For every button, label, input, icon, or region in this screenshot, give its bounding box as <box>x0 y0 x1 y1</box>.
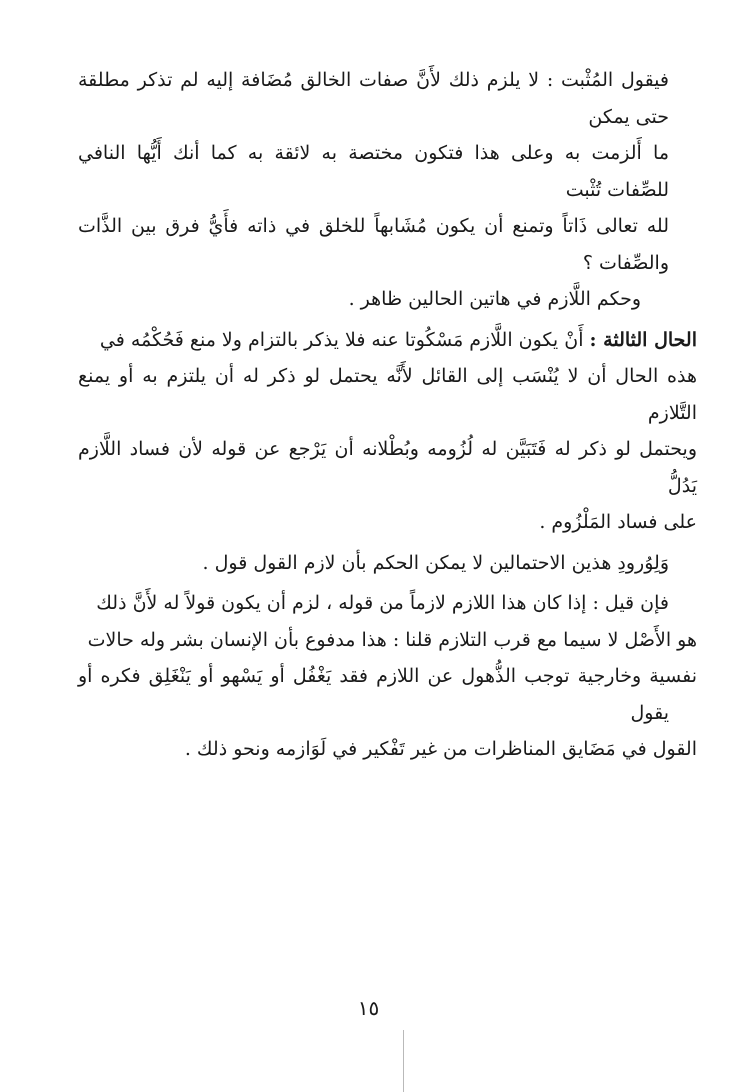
paragraph-3 <box>78 545 697 582</box>
p1-line1: فيقول المُثْبت : لا يلزم ذلك لأَنَّ صفات الخالق مُضَافة إليه لم تذكر مطلقة حتى يمكن <box>78 69 669 128</box>
p2-line1: أَنْ يكون اللَّازم مَسْكُوتا عنه فلا يذكر بالتزام ولا منع فَحُكْمُه في <box>99 328 590 351</box>
p3-line1: وَلِوُرودِ هذين الاحتمالين لا يمكن الحكم بأن لازم القول قول . <box>202 551 669 574</box>
paragraph-4 <box>78 585 697 768</box>
page-number: ١٥ <box>357 996 380 1020</box>
paragraph-2 <box>78 322 697 541</box>
paragraph-1 <box>78 62 697 318</box>
p1-line4: وحكم اللَّازم في هاتين الحالين ظاهر . <box>348 288 641 310</box>
p1-line2: ما أَلزمت به وعلى هذا فتكون مختصة به لائقة به كما أنك أَيُّها النافي للصِّفات تُثْبت <box>78 142 669 201</box>
body-text <box>78 62 697 768</box>
p4-line3: نفسية وخارجية توجب الذُّهول عن اللازم فقد يَغْفُل أو يَسْهو أو يَنْغَلِق فكره أو يقول <box>78 665 697 724</box>
p4-line1: فإن قيل : إذا كان هذا اللازم لازماً من قوله ، لزم أن يكون قولاً له لأَنَّ ذلك <box>96 592 669 614</box>
scan-artifact-line <box>403 1030 404 1092</box>
p2-line2: هذه الحال أن لا يُنْسَب إلى القائل لأَنَّه يحتمل لو ذكر له أن يلتزم به أو يمنع التَّلازم <box>78 365 697 424</box>
p1-line3: لله تعالى ذَاتاً وتمنع أن يكون مُشَابهاً للخلق في ذاته فأَيُّ فرق بين الذَّات والصِّفات ؟ <box>78 215 669 274</box>
section-heading: الحال الثالثة : <box>589 328 697 351</box>
p2-line4: على فساد المَلْزُوم . <box>539 511 697 533</box>
p4-line2: هو الأَصْل لا سيما مع قرب التلازم قلنا : هذا مدفوع بأن الإنسان بشر وله حالات <box>87 628 697 651</box>
p4-line4: القول في مَضَايق المناظرات من غير تَفْكير في لَوَازمه ونحو ذلك . <box>184 738 697 760</box>
p2-line3: ويحتمل لو ذكر له فَتَبَيَّن له لُزُومه وبُطْلانه أن يَرْجع عن قوله لأن فساد اللَّازم يَدُلُّ <box>78 438 697 497</box>
